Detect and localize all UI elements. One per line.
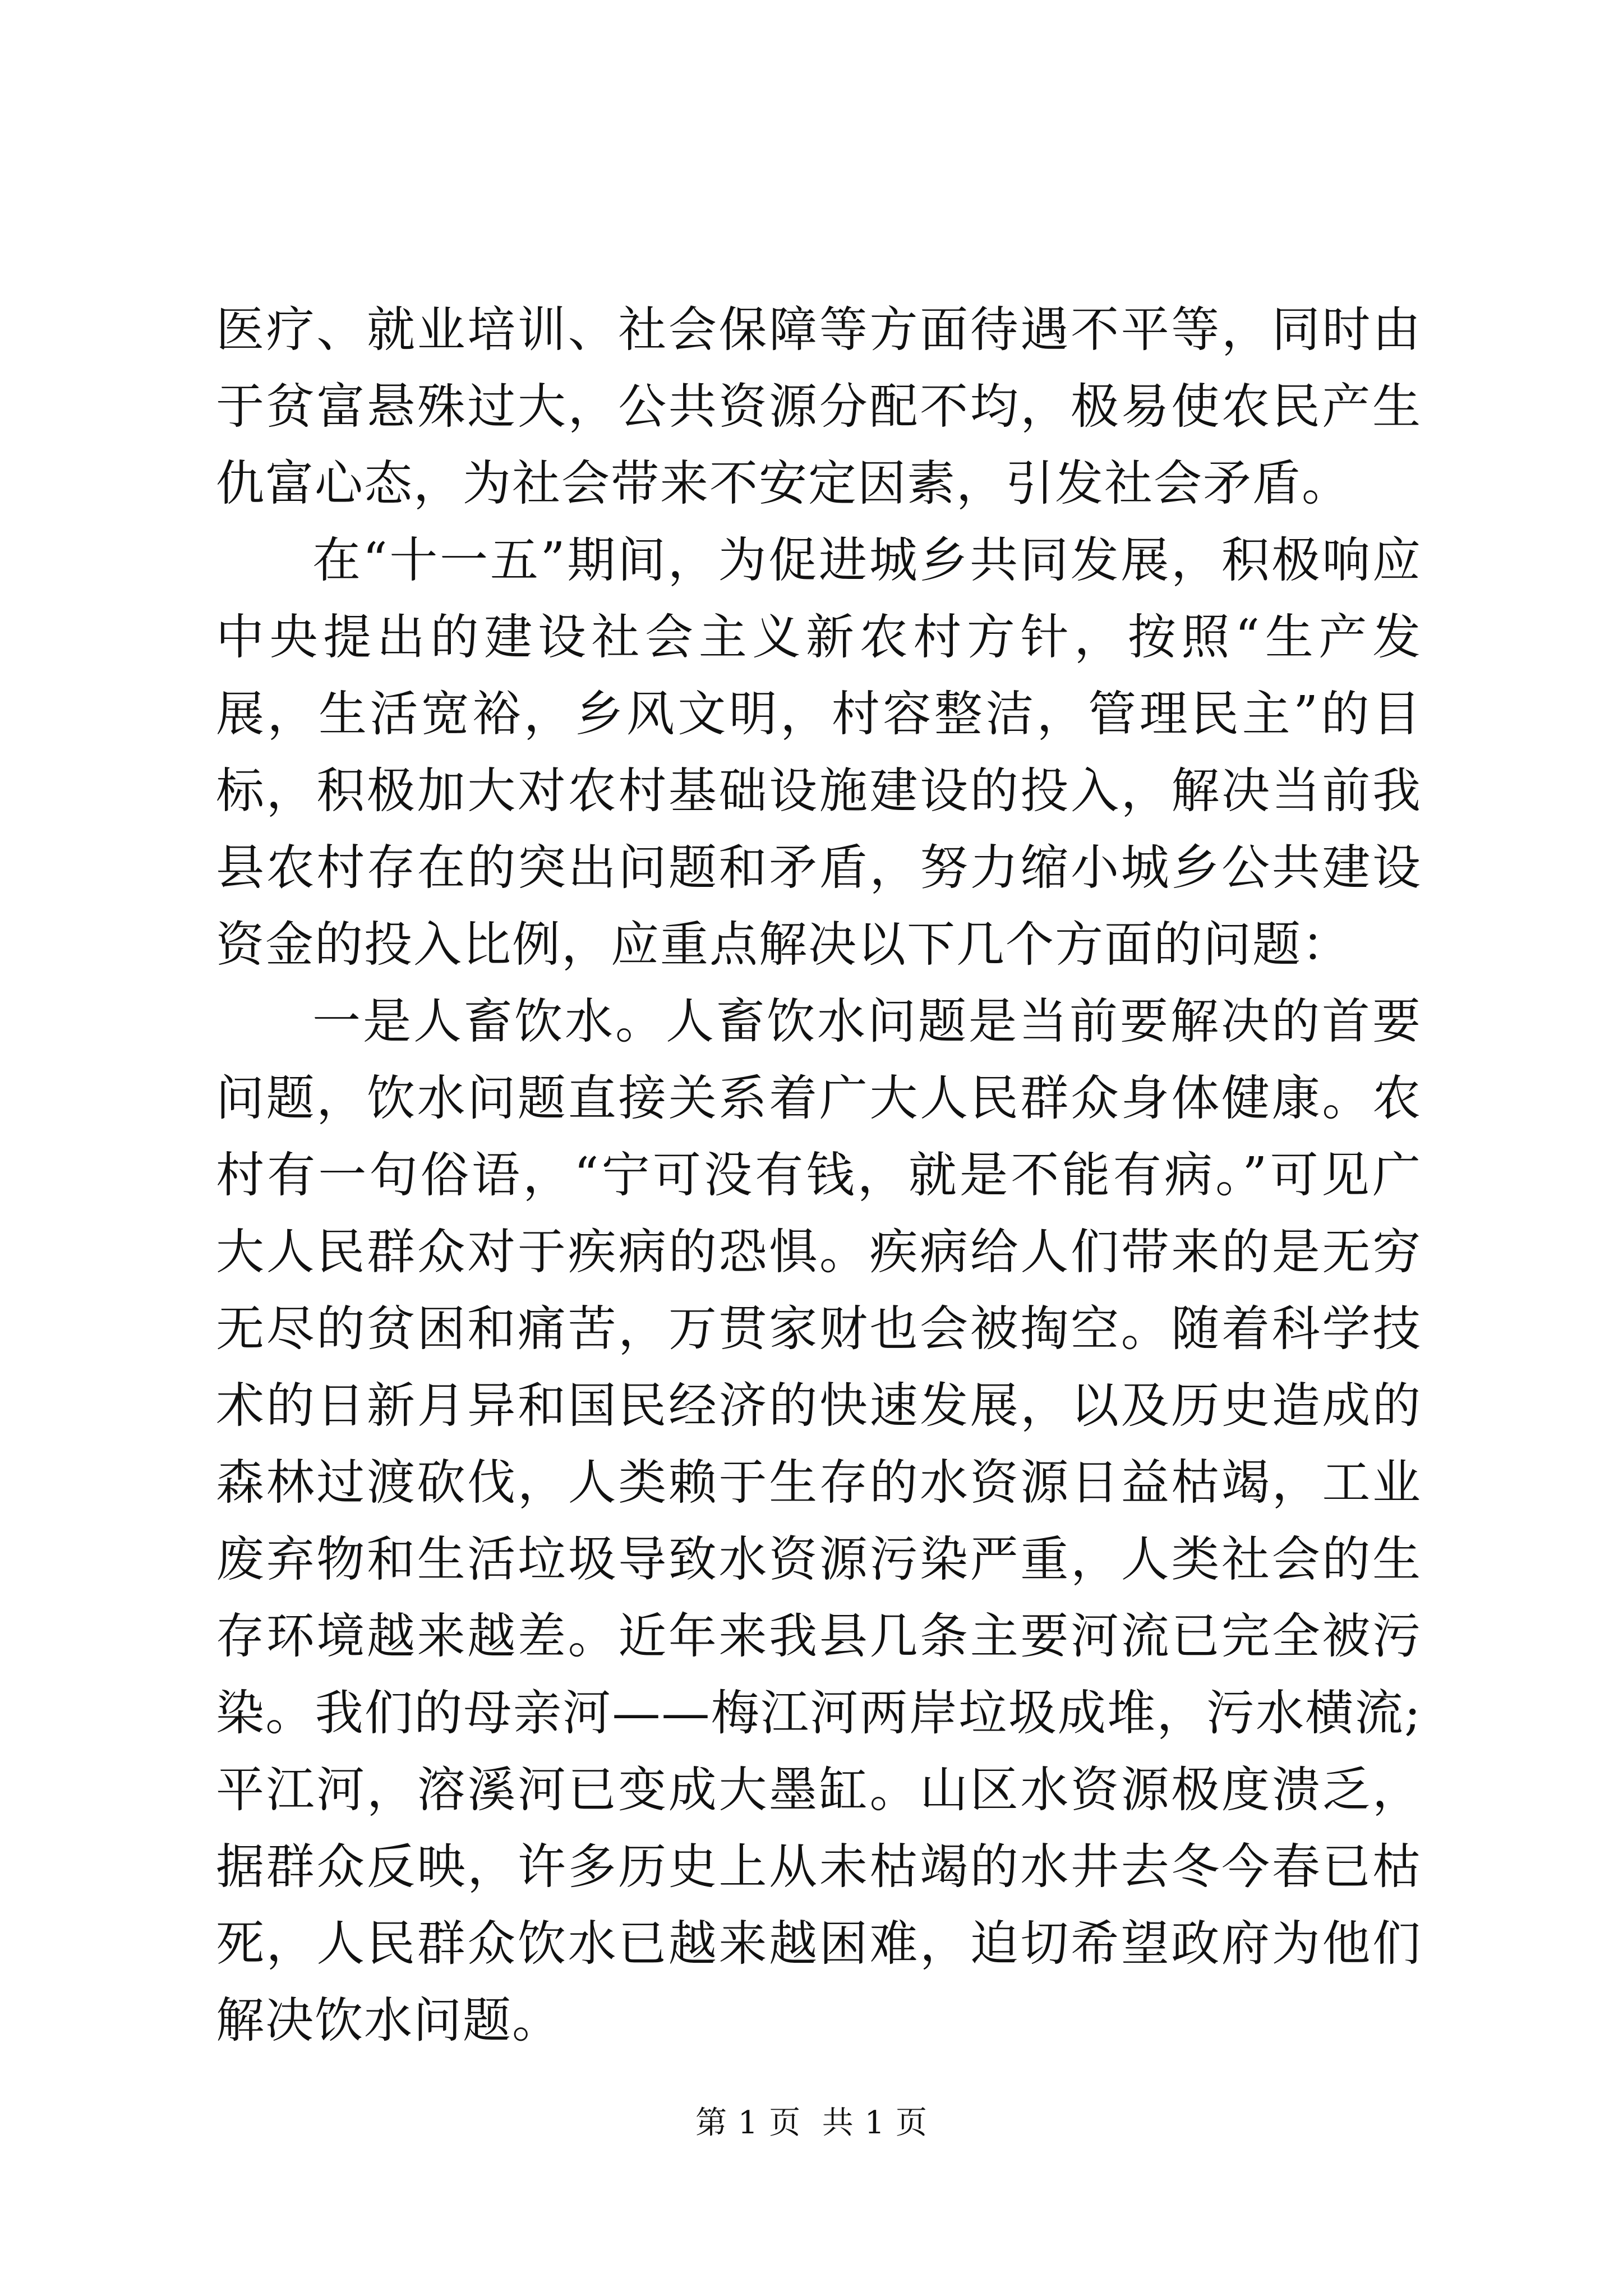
paragraph-3: 一是人畜饮水。人畜饮水问题是当前要解决的首要问题，饮水问题直接关系着广大人民群众身体健康。农村有一句俗语，“宁可没有钱，就是不能有病。”可见广大人民群众对于疾病的恐惧。疾病给人们带来的是无穷无尽的贫困和痛苦，万贯家财也会被掏空。随着科学技术的日新月异和国民经济的快速发展，以及历史造成的森林过渡砍伐，人类赖于生存的水资源日益枯竭，工业废弃物和生活垃圾导致水资源污染严重，人类社会的生存环境越来越差。近年来我县几条主要河流已完全被污染。我们的母亲河——梅江河两岸垃圾成堆，污水横流;平江河，溶溪河已变成大墨缸。山区水资源极度溃乏，据群众反映，许多历史上从未枯竭的水井去冬今春已枯死，人民群众饮水已越来越困难，迫切希望政府为他们解决饮水问题。 <box>216 993 1422 2049</box>
paragraph-1: 医疗、就业培训、社会保障等方面待遇不平等，同时由于贫富悬殊过大，公共资源分配不均，极易使农民产生仇富心态，为社会带来不安定因素，引发社会矛盾。 <box>216 302 1422 512</box>
page-footer <box>0 2104 1623 2143</box>
paragraph-2: 在“十一五”期间，为促进城乡共同发展，积极响应中央提出的建设社会主义新农村方针，按照“生产发展，生活宽裕，乡风文明，村容整洁，管理民主”的目标，积极加大对农村基础设施建设的投入，解决当前我县农村存在的突出问题和矛盾，努力缩小城乡公共建设资金的投入比例，应重点解决以下几个方面的问题： <box>216 532 1422 973</box>
page-number-label: 第 1 页 共 1 页 <box>695 2105 928 2141</box>
document-body <box>216 292 1422 2059</box>
